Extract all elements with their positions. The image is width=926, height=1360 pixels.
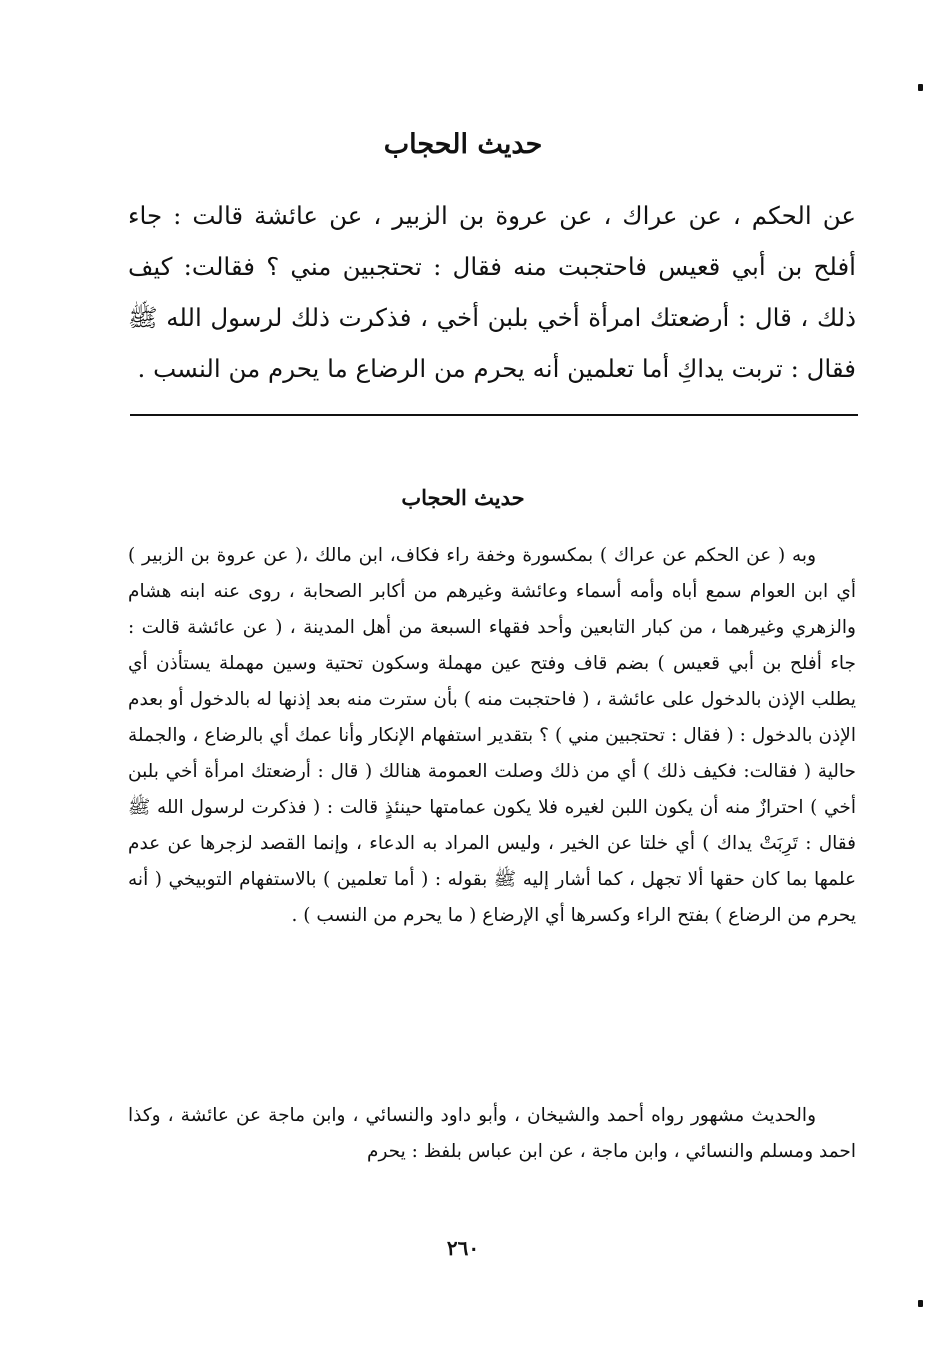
- scan-mark-top: [918, 84, 923, 91]
- commentary-title: حديث الحجاب: [401, 485, 525, 510]
- scan-mark-bottom: [918, 1300, 923, 1307]
- commentary-paragraph: وبه ( عن الحكم عن عراك ) بمكسورة وخفة راء فكاف، ابن مالك ،( عن عروة بن الزبير ) أي ابن العوام سمع أباه وأمه أسماء وعائشة وغيرهم من أكابر الصحابة ، روى عنه ابنه هشام والزهري وغيرهما ، من كبار التابعين وأحد فقهاء السبعة من أهل المدينة ، ( عن عائشة قالت : جاء أفلح بن أبي قعيس ) بضم قاف وفتح عين مهملة وسكون تحتية وسين مهملة يستأذن أي يطلب الإذن بالدخول على عائشة ، ( فاحتجبت منه ) بأن سترت منه بعد إذنها له بالدخول أو بعدم الإذن بالدخول : ( فقال : تحتجبين مني ) ؟ بتقدير استفهام الإنكار وأنا عمك أي بالرضاع ، والجملة حالية ( فقالت: فكيف ذلك ) أي من ذلك وصلت العمومة هنالك ( قال : أرضعتك امرأة أخي بلبن أخي ) احترازٌ منه أن يكون اللبن لغيره فلا يكون عمامتها حينئذٍ قالت : ( فذكرت لرسول الله ﷺ فقال : تَرِبَتْ يداك ) أي خلتا عن الخير ، وليس المراد به الدعاء ، وإنما القصد لزجرها عن عدم علمها بما كان حقها ألا تجهل ، كما أشار إليه ﷺ بقوله : ( أما تعلمين ) بالاستفهام التوبيخي ( أنه يحرم من الرضاع ) بفتح الراء وكسرها أي الإرضاع ( ما يحرم من النسب ) .: [128, 545, 856, 926]
- page-number: ٢٦٠: [446, 1236, 480, 1260]
- hadith-text: عن الحكم ، عن عراك ، عن عروة بن الزبير ، عن عائشة قالت : جاء أفلح بن أبي قعيس فاحتجبت منه فقال : تحتجبين مني ؟ فقالت: كيف ذلك ، قال : أرضعتك امرأة أخي بلبن أخي ، فذكرت ذلك لرسول الله ﷺ فقال : تربت يداكِ أما تعلمين أنه يحرم من الرضاع ما يحرم من النسب .: [128, 201, 856, 383]
- commentary-text-block: [128, 538, 856, 1078]
- section-divider: [130, 414, 858, 416]
- hadith-title: حديث الحجاب: [383, 129, 543, 160]
- hadith-text-block: [128, 190, 856, 390]
- continuation-paragraph: والحديث مشهور رواه أحمد والشيخان ، وأبو داود والنسائي ، وابن ماجة عن عائشة ، وكذا احمد ومسلم والنسائي ، وابن ماجة ، عن ابن عباس بلفظ : يحرم: [128, 1105, 856, 1162]
- continuation-text-block: [128, 1098, 856, 1182]
